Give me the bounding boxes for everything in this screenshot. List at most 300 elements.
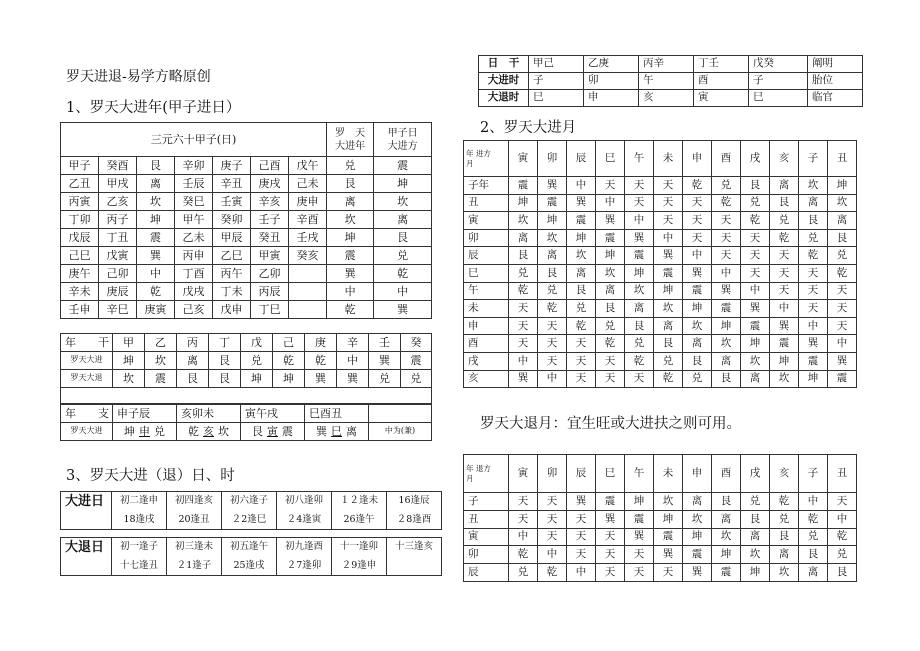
direction-cell: 兑	[770, 212, 799, 230]
jiazi-cell: 艮	[374, 229, 432, 247]
month-header: 申	[683, 141, 712, 177]
direction-cell: 离	[654, 317, 683, 335]
direction-cell: 离	[567, 264, 596, 282]
direction-cell: 中	[683, 247, 712, 265]
direction-cell: 艮	[712, 370, 741, 388]
year-label: 亥	[464, 370, 509, 388]
direction-cell: 乾	[770, 229, 799, 247]
direction-cell: 天	[509, 510, 538, 528]
jiazi-cell: 壬寅	[213, 193, 251, 211]
year-branch-group: 巳酉丑	[305, 405, 369, 423]
direction-cell: 天	[509, 317, 538, 335]
direction-cell: 天	[712, 212, 741, 230]
direction-cell: 艮	[741, 510, 770, 528]
jiazi-cell: 丁卯	[61, 211, 99, 229]
direction-cell: 巽	[741, 300, 770, 318]
direction-cell: 震	[683, 282, 712, 300]
direction-cell: 天	[509, 300, 538, 318]
year-stem-cell: 甲	[113, 334, 145, 352]
direction-cell: 天	[625, 370, 654, 388]
direction-cell: 中	[654, 229, 683, 247]
direction-cell: 天	[538, 352, 567, 370]
direction-cell: 艮	[770, 194, 799, 212]
jiazi-cell: 坤	[374, 175, 432, 193]
direction-cell: 中	[770, 300, 799, 318]
trigram-char: 坎	[218, 424, 229, 438]
jiazi-cell	[289, 283, 327, 301]
advance-month-corner	[464, 141, 509, 177]
jiazi-cell: 离	[327, 193, 374, 211]
table-row	[479, 56, 863, 73]
direction-cell: 坎	[770, 370, 799, 388]
direction-cell: 天	[770, 247, 799, 265]
jiazi-cell: 中	[137, 265, 175, 283]
center-note: 中为(兼)	[369, 423, 432, 441]
advance-month-table	[463, 140, 857, 388]
direction-cell: 中	[712, 264, 741, 282]
direction-cell: 巽	[770, 317, 799, 335]
day-stem-cell: 乙庚	[584, 56, 639, 73]
year-label: 辰	[464, 247, 509, 265]
jiazi-cell: 癸亥	[289, 247, 327, 265]
month-header: 丑	[828, 455, 857, 493]
direction-cell: 离	[509, 229, 538, 247]
direction-cell: 天	[799, 300, 828, 318]
trigram-char: 寅	[267, 424, 278, 438]
direction-cell: 离	[799, 564, 828, 582]
month-header: 酉	[712, 455, 741, 493]
direction-cell: 坎	[683, 510, 712, 528]
direction-cell: 坎	[712, 335, 741, 353]
month-header: 亥	[770, 455, 799, 493]
luotian-year-header-line1: 罗 天	[335, 127, 366, 139]
direction-cell: 巽	[509, 370, 538, 388]
jiazi-cell: 丁丑	[99, 229, 137, 247]
direction-cell: 坤	[799, 370, 828, 388]
jiazi-cell: 乾	[374, 265, 432, 283]
jiazi-cell: 乙丑	[61, 175, 99, 193]
year-stem-retreat-cell: 兑	[401, 370, 432, 388]
jiazi-cell: 辛丑	[213, 175, 251, 193]
direction-cell: 巽	[654, 546, 683, 564]
year-stem-cell: 丁	[209, 334, 241, 352]
direction-cell: 坤	[741, 335, 770, 353]
month-header: 卯	[538, 455, 567, 493]
direction-cell: 离	[799, 194, 828, 212]
direction-cell: 乾	[828, 264, 857, 282]
direction-cell: 坎	[799, 177, 828, 195]
year-stem-cell: 丙	[177, 334, 209, 352]
jiazi-cell: 壬戌	[289, 229, 327, 247]
direction-cell: 艮	[741, 177, 770, 195]
direction-cell: 天	[654, 212, 683, 230]
table-row	[61, 283, 432, 301]
month-header: 午	[625, 141, 654, 177]
direction-cell: 艮	[770, 528, 799, 546]
direction-cell: 离	[741, 370, 770, 388]
direction-cell: 坎	[741, 352, 770, 370]
direction-cell: 震	[683, 546, 712, 564]
direction-cell: 坎	[741, 546, 770, 564]
direction-cell: 坎	[567, 247, 596, 265]
jiazi-header: 三元六十甲子(日)	[61, 123, 327, 157]
empty-cell	[369, 405, 432, 423]
direction-cell: 艮	[596, 300, 625, 318]
day-stem-cell: 卯	[584, 73, 639, 90]
day-rule-cell: 十三逢亥	[387, 538, 442, 557]
jiazi-cell	[289, 301, 327, 319]
direction-cell: 乾	[567, 317, 596, 335]
direction-cell: 坤	[654, 282, 683, 300]
day-stem-header: 大退时	[479, 90, 529, 107]
month-header: 辰	[567, 141, 596, 177]
direction-cell: 巽	[828, 352, 857, 370]
jiazi-cell: 巽	[327, 265, 374, 283]
day-rule-cell: 初三逢未	[167, 538, 222, 557]
direction-cell: 震	[712, 564, 741, 582]
jiazi-cell: 壬辰	[175, 175, 213, 193]
jiazi-cell: 戊午	[289, 157, 327, 175]
table-row	[464, 194, 857, 212]
jiazi-cell: 甲午	[175, 211, 213, 229]
table-row	[61, 557, 442, 576]
direction-cell: 中	[625, 212, 654, 230]
jiazi-cell: 甲子	[61, 157, 99, 175]
year-stem-advance-cell: 乾	[273, 352, 305, 370]
year-stem-advance-cell: 离	[177, 352, 209, 370]
jiazi-cell: 坎	[137, 193, 175, 211]
jiazi-cell: 兑	[327, 157, 374, 175]
direction-cell: 兑	[625, 335, 654, 353]
direction-cell: 兑	[770, 510, 799, 528]
table-row	[464, 300, 857, 318]
direction-cell: 离	[712, 510, 741, 528]
direction-cell: 天	[567, 352, 596, 370]
jiazi-cell: 艮	[137, 157, 175, 175]
direction-cell: 艮	[683, 352, 712, 370]
day-stem-cell: 申	[584, 90, 639, 107]
year-stem-cell: 壬	[369, 334, 401, 352]
year-stem-retreat-cell: 坎	[113, 370, 145, 388]
direction-cell: 坎	[596, 264, 625, 282]
day-rule-cell: １２逢未	[332, 492, 387, 511]
direction-cell: 坎	[654, 493, 683, 511]
direction-cell: 中	[538, 370, 567, 388]
direction-cell: 艮	[509, 247, 538, 265]
direction-cell: 震	[625, 510, 654, 528]
day-rule-cell: 初八逢卯	[277, 492, 332, 511]
direction-cell: 艮	[712, 493, 741, 511]
year-stem-advance-cell: 震	[401, 352, 432, 370]
year-stem-cell: 癸	[401, 334, 432, 352]
year-label: 寅	[464, 212, 509, 230]
jiazi-cell: 壬申	[61, 301, 99, 319]
table-row	[61, 175, 432, 193]
year-stem-retreat-cell: 巽	[305, 370, 337, 388]
direction-cell: 震	[509, 177, 538, 195]
direction-cell: 乾	[799, 247, 828, 265]
direction-cell: 离	[538, 247, 567, 265]
direction-cell: 中	[799, 493, 828, 511]
table-row	[479, 73, 863, 90]
direction-cell: 离	[770, 546, 799, 564]
jiazi-cell: 庚辰	[99, 283, 137, 301]
day-stem-cell: 巳	[749, 90, 808, 107]
direction-cell: 巽	[567, 493, 596, 511]
direction-cell: 震	[828, 370, 857, 388]
jiazi-cell: 坤	[327, 229, 374, 247]
direction-cell: 天	[799, 282, 828, 300]
year-label: 未	[464, 300, 509, 318]
trigram-char: 巽	[316, 424, 327, 438]
direction-cell: 兑	[683, 370, 712, 388]
day-rule-cell: ２1逢子	[167, 557, 222, 576]
table-row	[61, 492, 442, 511]
year-branch-group: 申子辰	[113, 405, 177, 423]
direction-cell: 巽	[799, 335, 828, 353]
jiazi-cell: 癸卯	[213, 211, 251, 229]
advance-month-corner-top: 年 进方	[466, 149, 491, 159]
section-heading-month: 2、罗天大进月	[480, 120, 577, 136]
direction-cell: 坤	[828, 177, 857, 195]
direction-cell: 震	[712, 300, 741, 318]
day-stem-cell: 戊癸	[749, 56, 808, 73]
direction-cell: 天	[828, 317, 857, 335]
day-rule-cell: 初九逢酉	[277, 538, 332, 557]
year-stem-retreat-cell: 巽	[337, 370, 369, 388]
direction-cell: 巽	[596, 510, 625, 528]
day-stem-hour-table	[478, 55, 863, 107]
trigram-char: 申	[139, 424, 150, 438]
day-stem-cell: 酉	[694, 73, 749, 90]
direction-cell: 巽	[654, 247, 683, 265]
year-branch-advance-group	[305, 423, 369, 441]
direction-cell: 震	[538, 194, 567, 212]
direction-cell: 天	[799, 264, 828, 282]
direction-cell: 艮	[654, 335, 683, 353]
direction-cell: 坤	[712, 546, 741, 564]
luotian-year-header-line2: 大进年	[335, 140, 366, 152]
year-label: 丑	[464, 510, 509, 528]
year-label: 巳	[464, 264, 509, 282]
direction-cell: 震	[596, 229, 625, 247]
day-rule-cell: 25逢戌	[222, 557, 277, 576]
direction-cell: 巽	[683, 564, 712, 582]
direction-cell: 乾	[625, 352, 654, 370]
direction-cell: 天	[741, 229, 770, 247]
direction-cell: 坤	[683, 300, 712, 318]
direction-cell: 天	[654, 194, 683, 212]
direction-cell: 乾	[770, 493, 799, 511]
direction-cell: 乾	[596, 335, 625, 353]
direction-cell: 中	[828, 335, 857, 353]
direction-cell: 巽	[625, 229, 654, 247]
year-label: 寅	[464, 528, 509, 546]
spacer-cell	[61, 388, 113, 404]
jiazi-cell: 丙寅	[61, 193, 99, 211]
jiazi-cell: 庚寅	[137, 301, 175, 319]
jiazi-cell: 戊寅	[99, 247, 137, 265]
day-rule-cell: 初五逢午	[222, 538, 277, 557]
table-row	[464, 510, 857, 528]
month-header: 寅	[509, 455, 538, 493]
year-branch-advance-group	[177, 423, 241, 441]
direction-cell: 乾	[683, 177, 712, 195]
direction-cell: 乾	[538, 300, 567, 318]
retreat-month-corner	[464, 455, 509, 493]
jiazi-cell: 戊辰	[61, 229, 99, 247]
year-stem-cell: 庚	[305, 334, 337, 352]
jiazi-direction-header-line1: 甲子日	[387, 127, 418, 139]
direction-cell: 离	[625, 300, 654, 318]
year-label: 子年	[464, 177, 509, 195]
day-rule-cell: 18逢戌	[112, 511, 167, 530]
direction-cell: 天	[712, 229, 741, 247]
table-row	[464, 229, 857, 247]
jiazi-cell: 乙亥	[99, 193, 137, 211]
day-rule-cell: 十一逢卯	[332, 538, 387, 557]
direction-cell: 天	[538, 493, 567, 511]
year-stem-advance-cell: 艮	[209, 352, 241, 370]
direction-cell: 兑	[741, 493, 770, 511]
month-header: 戌	[741, 141, 770, 177]
direction-cell: 离	[741, 528, 770, 546]
direction-cell: 巽	[683, 264, 712, 282]
jiazi-cell: 离	[374, 211, 432, 229]
direction-cell: 震	[770, 335, 799, 353]
direction-cell: 坤	[683, 528, 712, 546]
direction-cell: 天	[509, 335, 538, 353]
day-rule-cell: 十七逢丑	[112, 557, 167, 576]
direction-cell: 乾	[654, 370, 683, 388]
year-stem-retreat-label: 罗天大退	[61, 370, 113, 388]
direction-cell: 中	[741, 282, 770, 300]
table-row	[464, 546, 857, 564]
direction-cell: 震	[654, 528, 683, 546]
year-stem-advance-cell: 乾	[305, 352, 337, 370]
year-stem-advance-cell: 坤	[113, 352, 145, 370]
month-header: 子	[799, 141, 828, 177]
direction-cell: 乾	[509, 546, 538, 564]
direction-cell: 天	[567, 335, 596, 353]
year-stem-retreat-cell: 震	[145, 370, 177, 388]
direction-cell: 坎	[625, 282, 654, 300]
jiazi-cell: 甲辰	[213, 229, 251, 247]
table-row	[464, 264, 857, 282]
direction-cell: 天	[596, 177, 625, 195]
direction-cell: 艮	[799, 212, 828, 230]
day-stem-header: 大进时	[479, 73, 529, 90]
direction-cell: 坤	[625, 264, 654, 282]
direction-cell: 坎	[509, 212, 538, 230]
jiazi-cell: 丙申	[175, 247, 213, 265]
jiazi-cell: 坎	[327, 211, 374, 229]
jiazi-cell: 癸丑	[251, 229, 289, 247]
direction-cell: 天	[567, 510, 596, 528]
advance-day-label: 大进日	[61, 492, 112, 530]
jiazi-cell: 辛巳	[99, 301, 137, 319]
direction-cell: 震	[596, 493, 625, 511]
year-stem-advance-cell: 中	[337, 352, 369, 370]
year-branch-label: 年 支	[61, 405, 113, 423]
day-rule-cell: ２4逢寅	[277, 511, 332, 530]
year-stem-cell: 己	[273, 334, 305, 352]
jiazi-cell: 艮	[327, 175, 374, 193]
jiazi-cell: 己未	[289, 175, 327, 193]
jiazi-cell: 己巳	[61, 247, 99, 265]
jiazi-cell: 丙午	[213, 265, 251, 283]
direction-cell: 巽	[567, 194, 596, 212]
direction-cell: 天	[538, 317, 567, 335]
year-branch-advance-label: 罗天大进	[61, 423, 113, 441]
direction-cell: 震	[567, 212, 596, 230]
trigram-char: 艮	[252, 424, 263, 438]
year-stem-cell: 乙	[145, 334, 177, 352]
direction-cell: 震	[625, 247, 654, 265]
jiazi-cell: 庚午	[61, 265, 99, 283]
day-rule-cell: ２2逢巳	[222, 511, 277, 530]
direction-cell: 坤	[741, 564, 770, 582]
direction-cell: 兑	[596, 317, 625, 335]
jiazi-cell: 己酉	[251, 157, 289, 175]
direction-cell: 中	[538, 546, 567, 564]
direction-cell: 天	[596, 546, 625, 564]
jiazi-cell: 坎	[374, 193, 432, 211]
direction-cell: 中	[567, 564, 596, 582]
table-row	[464, 493, 857, 511]
table-row	[464, 282, 857, 300]
direction-cell: 坎	[538, 229, 567, 247]
jiazi-cell: 中	[374, 283, 432, 301]
direction-cell: 坤	[567, 229, 596, 247]
trigram-char: 震	[282, 424, 293, 438]
year-branch-group: 亥卯未	[177, 405, 241, 423]
month-header: 卯	[538, 141, 567, 177]
jiazi-cell: 乙卯	[251, 265, 289, 283]
year-stem-retreat-cell: 艮	[209, 370, 241, 388]
direction-cell: 天	[654, 564, 683, 582]
direction-cell: 天	[567, 528, 596, 546]
direction-cell: 坤	[712, 317, 741, 335]
month-header: 未	[654, 455, 683, 493]
table-row	[61, 157, 432, 175]
year-branch-advance-group	[113, 423, 177, 441]
direction-cell: 天	[625, 564, 654, 582]
year-stem-advance-label: 罗天大进	[61, 352, 113, 370]
direction-cell: 兑	[799, 528, 828, 546]
year-stem-retreat-cell: 坤	[241, 370, 273, 388]
month-header: 酉	[712, 141, 741, 177]
table-row	[61, 193, 432, 211]
day-rule-cell: ２7逢卯	[277, 557, 332, 576]
year-stem-advance-cell: 巽	[369, 352, 401, 370]
direction-cell: 天	[596, 370, 625, 388]
table-row	[464, 370, 857, 388]
direction-cell: 乾	[509, 282, 538, 300]
direction-cell: 兑	[712, 177, 741, 195]
year-label: 丑	[464, 194, 509, 212]
direction-cell: 天	[538, 335, 567, 353]
direction-cell: 离	[828, 212, 857, 230]
jiazi-direction-header	[374, 123, 432, 157]
direction-cell: 乾	[828, 528, 857, 546]
direction-cell: 坎	[712, 528, 741, 546]
month-header: 午	[625, 455, 654, 493]
direction-cell: 兑	[799, 229, 828, 247]
advance-month-corner-bottom: 月	[466, 158, 474, 168]
direction-cell: 天	[509, 493, 538, 511]
year-stem-retreat-cell: 坤	[273, 370, 305, 388]
